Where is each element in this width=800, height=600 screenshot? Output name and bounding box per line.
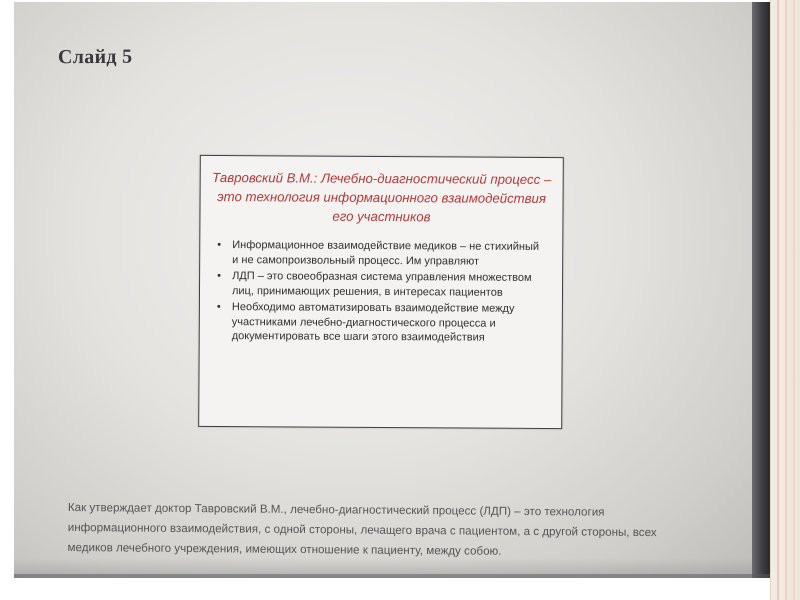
monitor-photo [14, 2, 770, 578]
bullet-text: Необходимо автоматизировать взаимодействие между участниками лечебно-диагностического процесса и документировать все шаги этого взаимодействия [231, 301, 515, 344]
bullet-icon: • [217, 269, 221, 283]
bullet-list [216, 238, 547, 348]
list-item [216, 300, 546, 346]
bullet-text: Информационное взаимодействие медиков – не стихийный и не самопроизвольный процесс. Им управляют [232, 239, 540, 268]
monitor-bottom-edge [14, 574, 770, 578]
slide-screen [14, 2, 759, 578]
border-stripe [793, 0, 795, 600]
border-stripe [785, 0, 787, 600]
bullet-icon: • [217, 238, 222, 252]
bullet-text: ЛДП – это своеобразная система управления множеством лиц, принимающих решения, в интересах пациентов [231, 270, 532, 299]
card-heading: Тавровский В.М.: Лечебно-диагностический процесс – это технология информационного взаимодействия его участников [212, 169, 552, 225]
bullet-icon: • [216, 300, 221, 314]
slide-caption: Как утверждает доктор Тавровский В.М., лечебно-диагностический процесс (ЛДП) – это технология информационного взаимодействия, с одной стороны, лечащего врача с пациентом, а с другой стороны, всех медиков лечебного учреждения, имеющих отношение к пациенту, между собою. [67, 500, 657, 558]
monitor-bezel [752, 2, 770, 578]
slide-title: Слайд 5 [57, 45, 133, 69]
decorative-border [770, 0, 800, 600]
quote-card [198, 155, 564, 429]
list-item [216, 269, 546, 300]
list-item [216, 238, 546, 269]
border-stripe [777, 0, 779, 600]
